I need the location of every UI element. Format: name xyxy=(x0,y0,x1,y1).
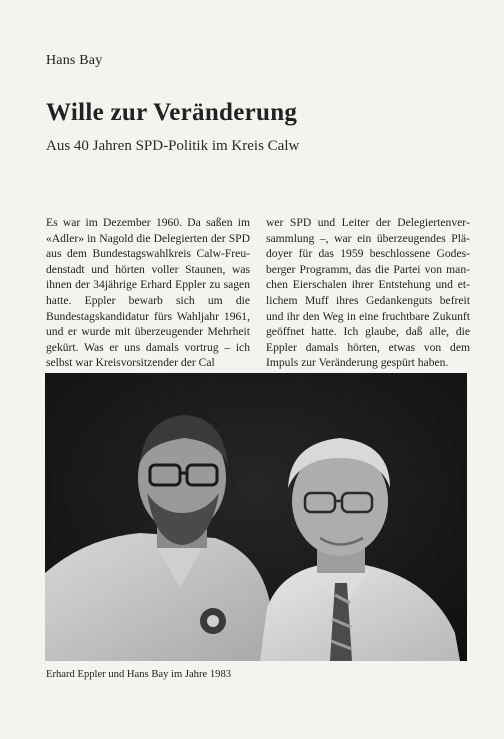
paragraph-right: wer SPD und Leiter der Delegiertenversammlung –, war ein überzeugendes Plädoyer für das 1959 beschlossene Godesberger Programm, das die Partei von manchen Eierschalen ihrer Entstehung und etlichem Muff ihres Gedankenguts befreit und ihr den Weg in eine fruchtbare Zukunft geöffnet hatte. Ich glaube, daß alle, die Eppler damals hörten, etwas von dem Impuls zur Veränderung gespürt haben. xyxy=(266,216,470,370)
running-head-author: Hans Bay xyxy=(46,53,103,68)
paragraph-left: Es war im Dezember 1960. Da saßen im «Adler» in Nagold die Delegierten der SPD aus dem Bundestagswahlkreis Calw-Freudenstadt und hörten voller Staunen, was ihnen der 34jährige Erhard Eppler zu sagen hatte. Eppler bewarb sich um die Bundestagskandidatur fürs Wahljahr 1961, und er wurde mit überzeugender Mehrheit gekürt. Was er uns damals vortrug – ich selbst war Kreisvorsitzender der Cal xyxy=(46,216,250,370)
text-column-left xyxy=(46,215,250,371)
photo-caption: Erhard Eppler und Hans Bay im Jahre 1983 xyxy=(46,669,232,680)
article-subtitle: Aus 40 Jahren SPD-Politik im Kreis Calw xyxy=(46,138,300,154)
photograph xyxy=(45,373,467,661)
text-column-right xyxy=(266,215,470,371)
article-title: Wille zur Veränderung xyxy=(46,99,298,126)
